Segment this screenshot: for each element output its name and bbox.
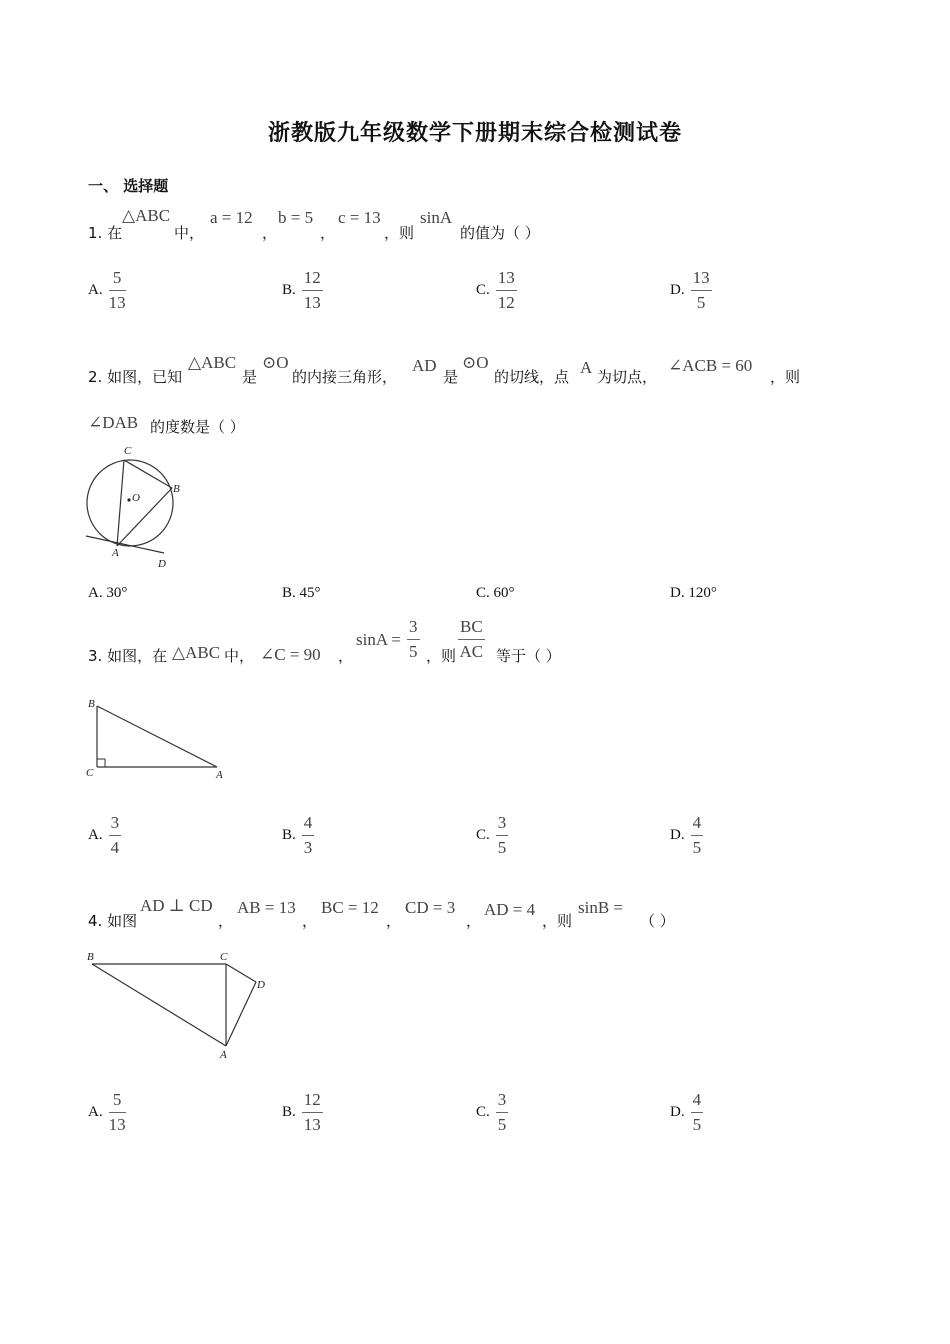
- q2-option-a[interactable]: A. 30°: [88, 585, 128, 601]
- q2-text: 2. 如图，已知: [88, 368, 183, 386]
- numerator: 3: [109, 813, 122, 836]
- q3-option-b[interactable]: [282, 813, 314, 858]
- option-label: D.: [670, 827, 685, 843]
- q3-text: 中，: [224, 647, 255, 665]
- q1-comma: ，: [262, 224, 278, 242]
- q4-perpendicular: AD ⊥ CD: [140, 896, 213, 915]
- numerator: BC: [458, 617, 485, 640]
- numerator: 3: [496, 1090, 509, 1113]
- label-o: O: [132, 492, 140, 504]
- label-c: C: [86, 767, 94, 779]
- label-b: B: [88, 698, 95, 710]
- q2-text: 是: [443, 368, 459, 386]
- denominator: 5: [692, 1115, 702, 1134]
- q4-ad: AD = 4: [484, 900, 536, 919]
- q3-triangle: △ABC: [172, 643, 221, 662]
- q2-figure: [80, 440, 200, 572]
- q4-comma: ，: [386, 912, 402, 930]
- q3-option-d[interactable]: [670, 813, 703, 858]
- segment-ab: [97, 706, 217, 767]
- label-a: A: [112, 547, 119, 559]
- denominator: 5: [692, 838, 702, 857]
- option-label: A.: [88, 827, 103, 843]
- denominator: 5: [409, 642, 418, 661]
- q4-sinb: sinB =: [578, 898, 624, 917]
- option-label: C.: [476, 1104, 490, 1120]
- segment-ab: [117, 488, 172, 546]
- q2-angle-dab: ∠DAB: [88, 413, 139, 432]
- denominator: 5: [497, 838, 507, 857]
- q3-ratio-fraction: [458, 617, 485, 662]
- q2-option-b[interactable]: B. 45°: [282, 585, 321, 601]
- q4-bc: BC = 12: [321, 898, 379, 917]
- option-fraction: [302, 1090, 323, 1135]
- denominator: 5: [497, 1115, 507, 1134]
- q2-text: 的内接三角形，: [292, 368, 398, 386]
- page-title: 浙教版九年级数学下册期末综合检测试卷: [267, 121, 682, 146]
- denominator: 4: [110, 838, 120, 857]
- q2-text: ，则: [770, 368, 801, 386]
- numerator: 13: [496, 268, 517, 291]
- q4-option-b[interactable]: [282, 1090, 323, 1135]
- denominator: 13: [108, 293, 126, 312]
- q1-a: a = 12: [210, 208, 253, 227]
- q2-circle: ⊙O: [462, 353, 489, 372]
- q4-ab: AB = 13: [237, 898, 296, 917]
- option-fraction: [496, 268, 517, 313]
- numerator: 12: [302, 268, 323, 291]
- q4-text: ，则: [542, 912, 573, 930]
- option-label: B.: [282, 282, 296, 298]
- q3-figure: [80, 694, 230, 784]
- segment-ba: [92, 964, 226, 1046]
- q4-text: （ ）: [640, 912, 675, 930]
- q3-angle-c: ∠C = 90: [260, 645, 321, 664]
- q3-text: ，则: [426, 647, 457, 665]
- label-d: D: [158, 558, 166, 570]
- q3-comma: ，: [338, 647, 354, 665]
- q3-sina: sinA =: [356, 629, 402, 649]
- numerator: 5: [109, 1090, 126, 1113]
- option-label: D.: [670, 1104, 685, 1120]
- q4-option-a[interactable]: [88, 1090, 126, 1135]
- option-fraction: [496, 1090, 509, 1135]
- label-d: D: [257, 979, 265, 991]
- option-fraction: [691, 268, 712, 313]
- q2-text: 的度数是（ ）: [150, 418, 245, 436]
- q1-option-d[interactable]: [670, 268, 712, 313]
- q1-option-c[interactable]: [476, 268, 517, 313]
- q1-text: 中，: [174, 224, 205, 242]
- option-label: B.: [282, 1104, 296, 1120]
- q1-option-a[interactable]: [88, 268, 126, 313]
- denominator: 12: [497, 293, 515, 312]
- option-fraction: [109, 1090, 126, 1135]
- q1-comma: ，: [320, 224, 336, 242]
- q1-option-b[interactable]: [282, 268, 323, 313]
- q4-option-d[interactable]: [670, 1090, 703, 1135]
- segment-da: [226, 982, 256, 1046]
- denominator: 13: [303, 293, 321, 312]
- q4-figure: [80, 948, 280, 1066]
- q4-comma: ，: [302, 912, 318, 930]
- q1-text: ，则: [384, 224, 415, 242]
- option-fraction: [302, 268, 323, 313]
- option-label: C.: [476, 827, 490, 843]
- numerator: 4: [302, 813, 315, 836]
- tangent-ad: [86, 536, 164, 553]
- q2-angle-acb: ∠ACB = 60: [668, 356, 753, 375]
- option-label: D.: [670, 282, 685, 298]
- q4-text: 4. 如图: [88, 912, 138, 930]
- q2-ad: AD: [412, 356, 437, 375]
- q1-number: 1. 在: [88, 224, 123, 242]
- q2-circle: ⊙O: [262, 353, 289, 372]
- q2-option-d[interactable]: D. 120°: [670, 585, 717, 601]
- right-angle-mark: [97, 759, 105, 767]
- q3-option-a[interactable]: [88, 813, 121, 858]
- option-fraction: [691, 813, 704, 858]
- label-b: B: [173, 483, 180, 495]
- denominator: AC: [459, 642, 484, 661]
- option-label: C.: [476, 282, 490, 298]
- numerator: 4: [691, 1090, 704, 1113]
- q1-triangle: △ABC: [122, 206, 171, 225]
- denominator: 13: [303, 1115, 321, 1134]
- label-a: A: [220, 1049, 227, 1061]
- q3-text: 等于（ ）: [496, 647, 561, 665]
- q3-sin-expression: [356, 617, 420, 662]
- q1-sina: sinA: [420, 208, 453, 227]
- numerator: 3: [407, 617, 420, 640]
- option-fraction: [496, 813, 509, 858]
- option-fraction: [109, 813, 122, 858]
- numerator: 4: [691, 813, 704, 836]
- option-fraction: [302, 813, 315, 858]
- numerator: 5: [109, 268, 126, 291]
- option-label: B.: [282, 827, 296, 843]
- option-label: A.: [88, 282, 103, 298]
- denominator: 5: [696, 293, 706, 312]
- q2-text: 是: [242, 368, 258, 386]
- numerator: 3: [496, 813, 509, 836]
- q2-triangle: △ABC: [188, 353, 237, 372]
- q2-point-a: A: [580, 358, 593, 377]
- center-o: [127, 498, 130, 501]
- q3-sin-fraction: [407, 617, 420, 662]
- q1-c: c = 13: [338, 208, 381, 227]
- label-a: A: [216, 769, 223, 781]
- numerator: 13: [691, 268, 712, 291]
- label-c: C: [220, 951, 228, 963]
- label-c: C: [124, 445, 132, 457]
- option-fraction: [691, 1090, 704, 1135]
- q1-b: b = 5: [278, 208, 314, 227]
- option-fraction: [109, 268, 126, 313]
- q3-text: 3. 如图，在: [88, 647, 168, 665]
- segment-cd: [226, 964, 256, 982]
- numerator: 12: [302, 1090, 323, 1113]
- q2-text: 为切点，: [597, 368, 658, 386]
- q4-option-c[interactable]: [476, 1090, 508, 1135]
- q3-option-c[interactable]: [476, 813, 508, 858]
- q1-text: 的值为（ ）: [460, 224, 540, 242]
- denominator: 13: [108, 1115, 126, 1134]
- segment-ca: [117, 460, 124, 546]
- q4-comma: ，: [466, 912, 482, 930]
- q4-comma: ，: [218, 912, 234, 930]
- q4-cd: CD = 3: [405, 898, 456, 917]
- q3-ratio: [458, 617, 485, 662]
- q2-text: 的切线，点: [494, 368, 570, 386]
- denominator: 3: [303, 838, 313, 857]
- section-heading: 一、 选择题: [88, 177, 169, 195]
- label-b: B: [87, 951, 94, 963]
- option-label: A.: [88, 1104, 103, 1120]
- q2-option-c[interactable]: C. 60°: [476, 585, 515, 601]
